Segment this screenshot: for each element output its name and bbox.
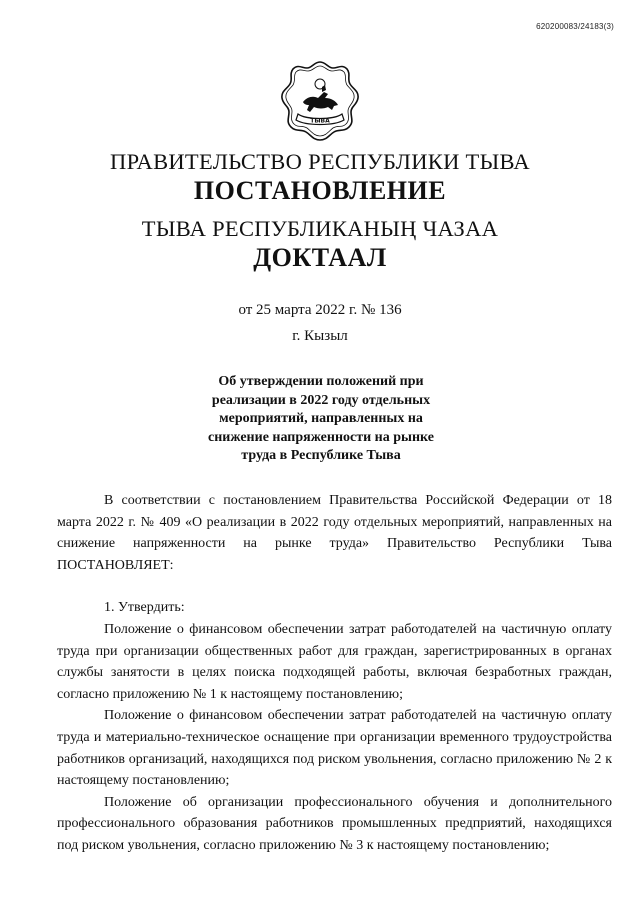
decree-subject: Об утверждении положений при реализации в 2022 году отдельных мероприятий, направленных на снижение напряженности на рынке труда в Республике Тыва (208, 374, 434, 463)
paragraph-item-2: Положение о финансовом обеспечении затрат работодателей на частичную оплату труда и материально-техническое оснащение при организации временного трудоустройства работников организаций, находящихся под риском увольнения, согласно приложению № 2 к настоящему постановлению; (57, 708, 612, 789)
paragraph-item-1: Положение о финансовом обеспечении затрат работодателей на частичную оплату труда при организации общественных работ для граждан, зарегистрированных в органах службы занятости в целях поиска подходящей работы, включая безработных граждан, согласно приложению № 1 к настоящему постановлению; (57, 621, 612, 702)
tuva-emblem-icon (278, 58, 362, 142)
decree-body (57, 490, 612, 857)
decree-title-tyv: ДОКТААЛ (253, 243, 387, 272)
government-title-tyv: ТЫВА РЕСПУБЛИКАНЫҢ ЧАЗАА (141, 216, 499, 241)
decree-city: г. Кызыл (292, 328, 348, 344)
paragraph-approve: 1. Утвердить: (104, 600, 185, 616)
government-title-ru: ПРАВИТЕЛЬСТВО РЕСПУБЛИКИ ТЫВА (110, 149, 530, 174)
decree-date-number: от 25 марта 2022 г. № 136 (238, 302, 402, 318)
decree-title-ru: ПОСТАНОВЛЕНИЕ (193, 176, 447, 205)
document-registration-number: 620200083/24183(3) (536, 22, 614, 31)
paragraph-preamble: В соответствии с постановлением Правительства Российской Федерации от 18 марта 2022 г. № 409 «О реализации в 2022 году отдельных мероприятий, направленных на снижение напряженности на рынке труда» Правительство Республики Тыва ПОСТАНОВЛЯЕТ: (57, 493, 612, 573)
emblem-caption: ТЫВА (310, 117, 330, 125)
paragraph-item-3: Положение об организации профессионального обучения и дополнительного профессионального образования работников промышленных предприятий, находящихся под риском увольнения, согласно приложению № 3 к настоящему постановлению; (57, 794, 612, 853)
